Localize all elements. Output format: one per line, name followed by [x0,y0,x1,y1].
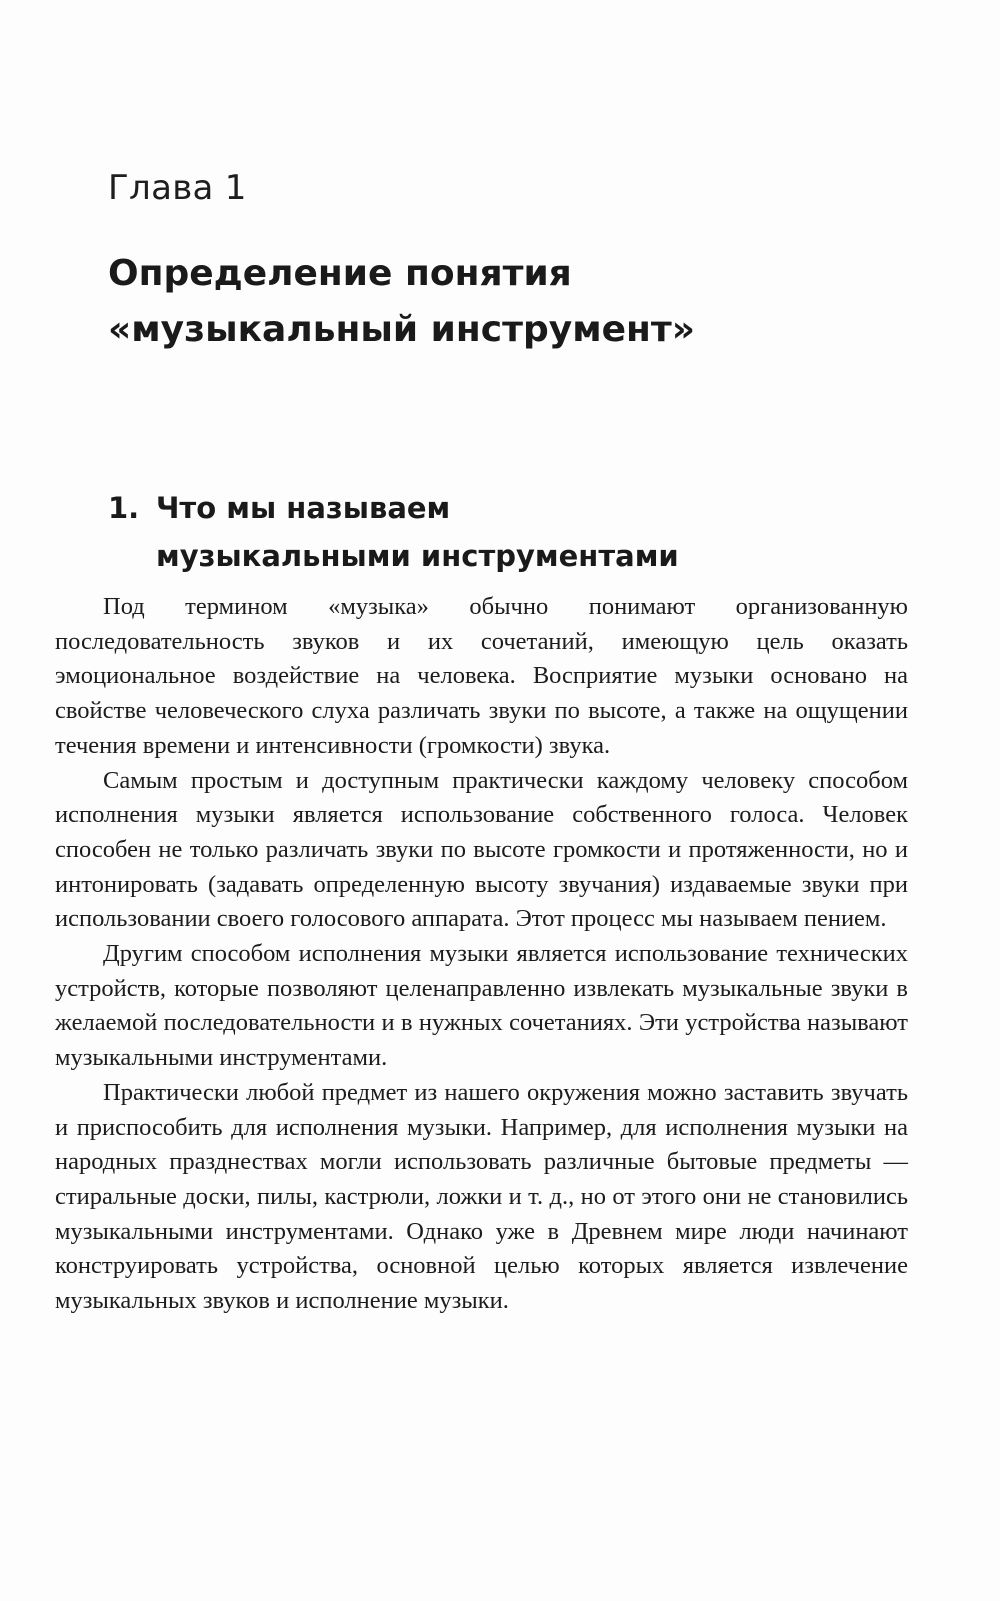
section-heading-line-2: музыкальными инструментами [156,539,679,573]
chapter-title-line-1: Определение понятия [108,253,572,294]
body-text [55,590,908,1319]
section-heading [108,484,908,580]
paragraph-1: Под термином «музыка» обычно понимают организованную последовательность звуков и их сочетаний, имеющую цель оказать эмоциональное воздействие на человека. Восприятие музыки основано на свойстве человеческого слуха различать звуки по высоте, а также на ощущении течения времени и интенсивности (громкости) звука. [55,593,908,759]
section-heading-line-1: Что мы называем [156,491,451,525]
paragraph-4: Практически любой предмет из нашего окружения можно заставить звучать и приспособить для исполнения музыки. Например, для исполнения музыки на народных празднествах могли использовать различные бытовые предметы — стиральные доски, пилы, кастрюли, ложки и т. д., но от этого они не становились музыкальными инструментами. Однако уже в Древнем мире люди начинают конструировать устройства, основной целью которых является извлечение музыкальных звуков и исполнение музыки. [55,1078,908,1315]
chapter-title-line-2: «музыкальный инструмент» [108,309,696,350]
chapter-label: Глава 1 [108,168,247,208]
chapter-title [108,246,928,358]
paragraph-3: Другим способом исполнения музыки является использование технических устройств, которые позволяют целенаправленно извлекать музыкальные звуки в желаемой последовательности и в нужных сочетаниях. Эти устройства называют музыкальными инструментами. [55,940,908,1072]
section-number: 1. [108,491,140,525]
paragraph-2: Самым простым и доступным практически каждому человеку способом исполнения музыки является использование собственного голоса. Человек способен не только различать звуки по высоте громкости и протяженности, но и интонировать (задавать определенную высоту звучания) издаваемые звуки при использовании своего голосового аппарата. Этот процесс мы называем пением. [55,766,908,933]
